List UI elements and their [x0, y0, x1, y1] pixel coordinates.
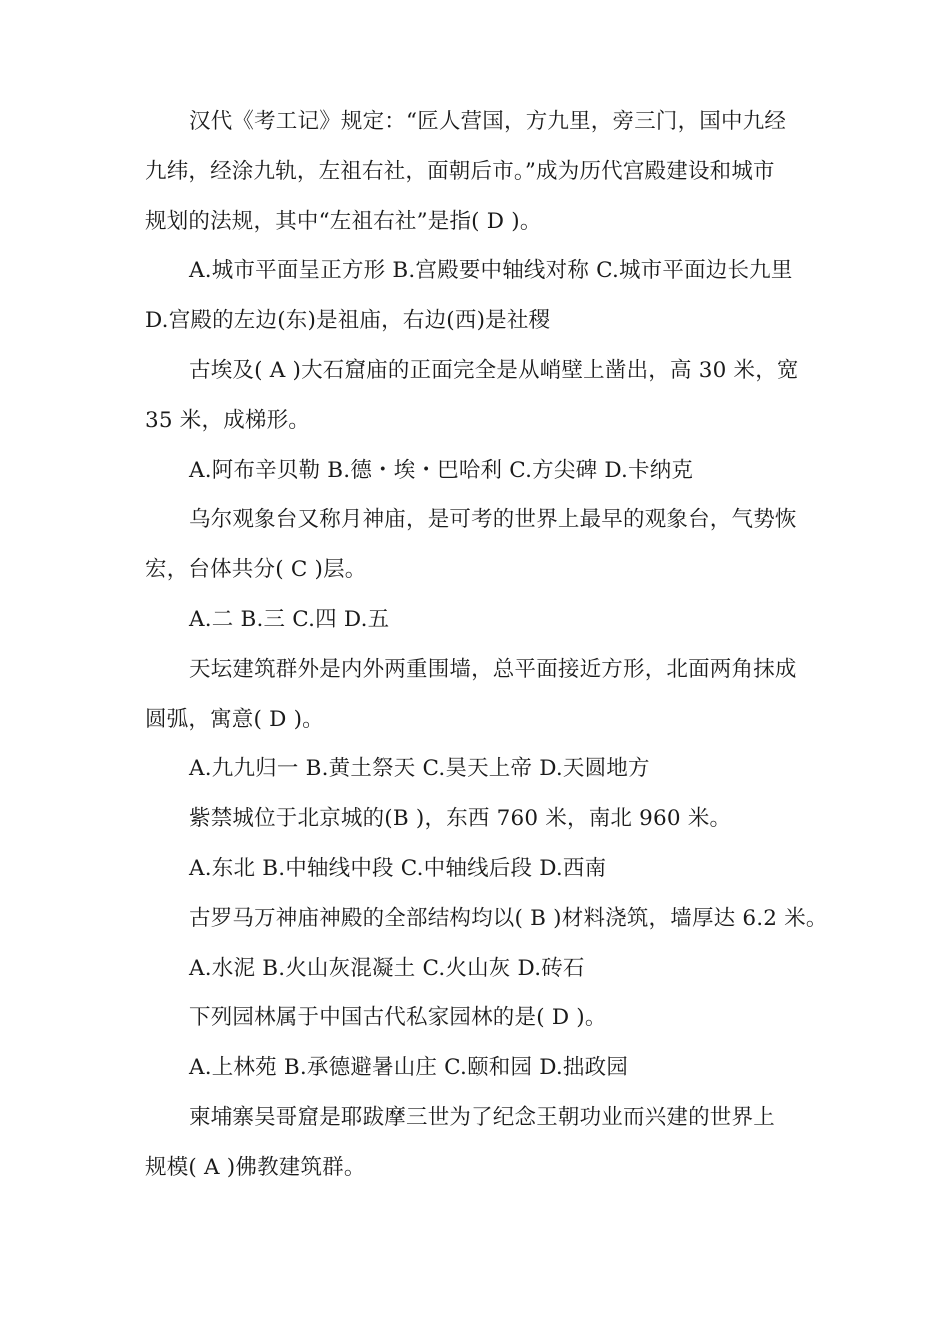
question-6-options: A.水泥 B.火山灰混凝土 C.火山灰 D.砖石: [189, 955, 585, 981]
question-1-line-1: 汉代《考工记》规定：“匠人营国，方九里，旁三门，国中九经: [189, 109, 787, 134]
question-1-line-2: 九纬，经涂九轨，左祖右社，面朝后市。”成为历代宫殿建设和城市: [145, 158, 775, 184]
question-8-line-2: 规模( A )佛教建筑群。: [145, 1154, 366, 1180]
question-8-line-1: 柬埔寨吴哥窟是耶跋摩三世为了纪念王朝功业而兴建的世界上: [189, 1104, 775, 1130]
question-2-line-2: 35 米，成梯形。: [145, 407, 310, 433]
question-4-line-2: 圆弧，寓意( D )。: [145, 706, 324, 732]
question-3-options: A.二 B.三 C.四 D.五: [189, 606, 390, 632]
question-1-line-3: 规划的法规，其中“左祖右社”是指( D )。: [145, 208, 542, 234]
question-5-options: A.东北 B.中轴线中段 C.中轴线后段 D.西南: [189, 855, 607, 881]
question-1-options-line-2: D.宫殿的左边(东)是祖庙，右边(西)是社稷: [145, 308, 551, 334]
document-body: [145, 97, 828, 1193]
question-1-options-line-1: A.城市平面呈正方形 B.宫殿要中轴线对称 C.城市平面边长九里: [189, 258, 793, 284]
question-4-line-1: 天坛建筑群外是内外两重围墙，总平面接近方形，北面两角抹成: [189, 656, 797, 682]
question-7-line-1: 下列园林属于中国古代私家园林的是( D )。: [189, 1005, 607, 1031]
question-2-options: A.阿布辛贝勒 B.德・埃・巴哈利 C.方尖碑 D.卡纳克: [189, 457, 694, 483]
question-7-options: A.上林苑 B.承德避暑山庄 C.颐和园 D.拙政园: [189, 1055, 629, 1081]
question-6-line-1: 古罗马万神庙神殿的全部结构均以( B )材料浇筑，墙厚达 6.2 米。: [189, 905, 828, 931]
question-2-line-1: 古埃及( A )大石窟庙的正面完全是从峭壁上凿出，高 30 米，宽: [189, 357, 799, 383]
question-5-line-1: 紫禁城位于北京城的(B )，东西 760 米，南北 960 米。: [189, 806, 732, 832]
question-3-line-1: 乌尔观象台又称月神庙，是可考的世界上最早的观象台，气势恢: [189, 507, 797, 533]
question-3-line-2: 宏，台体共分( C )层。: [145, 557, 367, 583]
question-4-options: A.九九归一 B.黄土祭天 C.昊天上帝 D.天圆地方: [189, 756, 650, 782]
